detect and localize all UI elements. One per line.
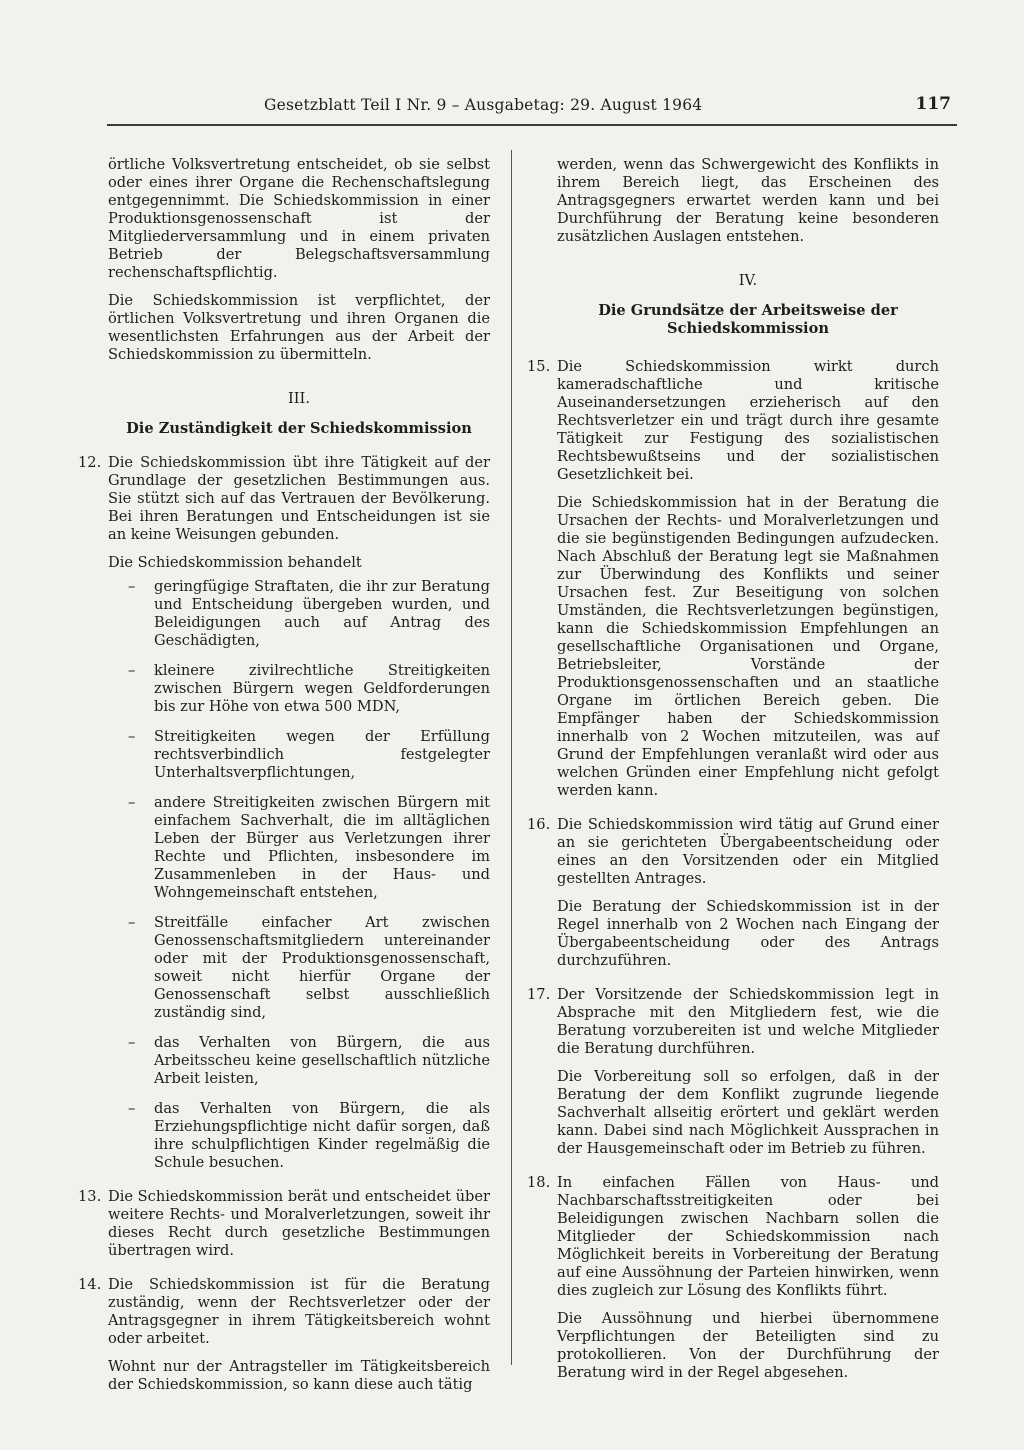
list-item-text: das Verhalten von Bürgern, die als Erziehungspflichtige nicht dafür sorgen, daß ihre schulpflichtigen Kinder regelmäßig die Schule besuchen. <box>154 1100 490 1171</box>
continued-paragraph: werden, wenn das Schwergewicht des Konflikts in ihrem Bereich liegt, das Erscheinen des Antragsgegners erwartet werden kann und bei Durchführung der Beratung keine besonderen zusätzlichen Auslagen entstehen. <box>557 156 939 245</box>
list-item <box>108 578 490 650</box>
clause-number: 18. <box>527 1174 551 1191</box>
page-number: 117 <box>915 94 951 114</box>
list-item <box>108 728 490 782</box>
list-item-text: Streitfälle einfacher Art zwischen Genossenschaftsmitgliedern untereinander oder mit der Produktionsgenossenschaft, soweit nicht hierfür Organe der Genossenschaft selbst ausschließlich zuständig sind, <box>154 914 490 1021</box>
clause-number: 16. <box>527 816 551 833</box>
clause-number: 14. <box>78 1276 102 1293</box>
clause-number: 12. <box>78 454 102 471</box>
clause-14 <box>78 1276 490 1394</box>
list-item-text: geringfügige Straftaten, die ihr zur Beratung und Entscheidung übergeben wurden, und Beleidigungen auch auf Antrag des Geschädigten, <box>154 578 490 649</box>
dash-bullet: – <box>128 1034 136 1051</box>
dash-bullet: – <box>128 914 136 931</box>
clause-13 <box>78 1188 490 1260</box>
clause-number: 13. <box>78 1188 102 1205</box>
dash-bullet: – <box>128 1100 136 1117</box>
clause-text: Die Schiedskommission wird tätig auf Grund einer an sie gerichteten Übergabeentscheidung oder eines an den Vorsitzenden oder ein Mitglied gestellten Antrages. <box>557 816 939 887</box>
clause-paragraph: Die Aussöhnung und hierbei übernommene Verpflichtungen der Beteiligten sind zu protokollieren. Von der Durchführung der Beratung wird in der Regel abgesehen. <box>557 1310 939 1381</box>
column-divider <box>511 150 512 1365</box>
clause-text: In einfachen Fällen von Haus- und Nachbarschaftsstreitigkeiten oder bei Beleidigungen zwischen Nachbarn sollen die Mitglieder der Schiedskommission nach Möglichkeit bereits in Vorbereitung der Beratung auf eine Aussöhnung der Parteien hinwirken, wenn dies zugleich zur Lösung des Konflikts führt. <box>557 1174 939 1299</box>
section-number: III. <box>288 390 310 407</box>
list-intro: Die Schiedskommission behandelt <box>108 554 362 571</box>
list-item <box>108 914 490 1022</box>
list-item-text: andere Streitigkeiten zwischen Bürgern mit einfachem Sachverhalt, die im alltäglichen Leben der Bürger aus Verletzungen ihrer Rechte und Pflichten, insbesondere im Zusammenleben in der Haus- und Wohngemeinschaft entstehen, <box>154 794 490 901</box>
clause-paragraph: Die Schiedskommission hat in der Beratung die Ursachen der Rechts- und Moralverletzungen und die sie begünstigenden Bedingungen aufzudecken. Nach Abschluß der Beratung legt sie Maßnahmen zur Überwindung des Konflikts und seiner Ursachen fest. Zur Beseitigung von solchen Umständen, die Rechtsverletzungen begünstigen, kann die Schiedskommission Empfehlungen an gesellschaftliche Organisationen und Organe, Betriebsleiter, Vorstände der Produktionsgenossenschaften und an staatliche Organe im örtlichen Bereich geben. Die Empfänger haben der Schiedskommission innerhalb von 2 Wochen mitzuteilen, was auf Grund der Empfehlungen veranlaßt wird oder aus welchen Gründen einer Empfehlung nicht gefolgt werden kann. <box>557 494 939 799</box>
paragraph: Die Schiedskommission ist verpflichtet, der örtlichen Volksvertretung und ihren Organen die wesentlichsten Erfahrungen aus der Arbeit der Schiedskommission zu übermitteln. <box>108 292 490 363</box>
clause-12 <box>78 454 490 1172</box>
list-item <box>108 1100 490 1172</box>
clause-text: Die Schiedskommission berät und entscheidet über weitere Rechts- und Moralverletzungen, soweit ihr dieses Recht durch gesetzliche Bestimmungen übertragen wird. <box>108 1188 490 1259</box>
clause-number: 15. <box>527 358 551 375</box>
page-header <box>107 90 957 126</box>
dash-bullet: – <box>128 794 136 811</box>
dash-bullet: – <box>128 662 136 679</box>
right-column-clauses <box>527 358 939 1382</box>
right-column <box>557 156 939 338</box>
list-item <box>108 1034 490 1088</box>
continued-paragraph: örtliche Volksvertretung entscheidet, ob sie selbst oder eines ihrer Organe die Rechenschaftslegung entgegennimmt. Die Schiedskommission in einer Produktionsgenossenschaft ist der Mitgliederversammlung und in einem privaten Betrieb der Belegschaftsversammlung rechenschaftspflichtig. <box>108 156 490 281</box>
list-item <box>108 662 490 716</box>
list-item <box>108 794 490 902</box>
clause-16 <box>527 816 939 970</box>
clause-15 <box>527 358 939 800</box>
clause-18 <box>527 1174 939 1382</box>
clause-17 <box>527 986 939 1158</box>
list-item-text: das Verhalten von Bürgern, die aus Arbeitsscheu keine gesellschaftlich nützliche Arbeit leisten, <box>154 1034 490 1087</box>
header-title: Gesetzblatt Teil I Nr. 9 – Ausgabetag: 29. August 1964 <box>264 96 703 114</box>
dash-list <box>108 578 490 1172</box>
clause-number: 17. <box>527 986 551 1003</box>
dash-bullet: – <box>128 728 136 745</box>
section-number: IV. <box>738 272 758 289</box>
clause-paragraph: Wohnt nur der Antragsteller im Tätigkeitsbereich der Schiedskommission, so kann diese auch tätig <box>108 1358 490 1393</box>
section-title: Die Grundsätze der Arbeitsweise der Schiedskommission <box>598 302 898 337</box>
clause-text: Die Schiedskommission wirkt durch kameradschaftliche und kritische Auseinandersetzungen erzieherisch auf den Rechtsverletzer ein und trägt durch ihre gesamte Tätigkeit zur Festigung des sozialistischen Rechtsbewußtseins und der sozialistischen Gesetzlichkeit bei. <box>557 358 939 483</box>
clause-text: Die Schiedskommission ist für die Beratung zuständig, wenn der Rechtsverletzer oder der Antragsgegner in ihrem Tätigkeitsbereich wohnt oder arbeitet. <box>108 1276 490 1347</box>
section-title: Die Zuständigkeit der Schiedskommission <box>126 420 472 437</box>
list-item-text: Streitigkeiten wegen der Erfüllung rechtsverbindlich festgelegter Unterhaltsverpflichtungen, <box>154 728 490 781</box>
list-item-text: kleinere zivilrechtliche Streitigkeiten zwischen Bürgern wegen Geldforderungen bis zur Höhe von etwa 500 MDN, <box>154 662 490 715</box>
clause-paragraph: Die Vorbereitung soll so erfolgen, daß in der Beratung der dem Konflikt zugrunde liegende Sachverhalt allseitig erörtert und geklärt werden kann. Dabei sind nach Möglichkeit Aussprachen in der Hausgemeinschaft oder im Betrieb zu führen. <box>557 1068 939 1157</box>
clause-text: Der Vorsitzende der Schiedskommission legt in Absprache mit den Mitgliedern fest, wie die Beratung vorzubereiten ist und welche Mitglieder die Beratung durchführen. <box>557 986 939 1057</box>
clause-paragraph: Die Beratung der Schiedskommission ist in der Regel innerhalb von 2 Wochen nach Eingang der Übergabeentscheidung oder des Antrags durchzuführen. <box>557 898 939 969</box>
clause-text: Die Schiedskommission übt ihre Tätigkeit auf der Grundlage der gesetzlichen Bestimmungen aus. Sie stützt sich auf das Vertrauen der Bevölkerung. Bei ihren Beratungen und Entscheidungen ist sie an keine Weisungen gebunden. <box>108 454 490 543</box>
left-column <box>78 156 490 1394</box>
dash-bullet: – <box>128 578 136 595</box>
